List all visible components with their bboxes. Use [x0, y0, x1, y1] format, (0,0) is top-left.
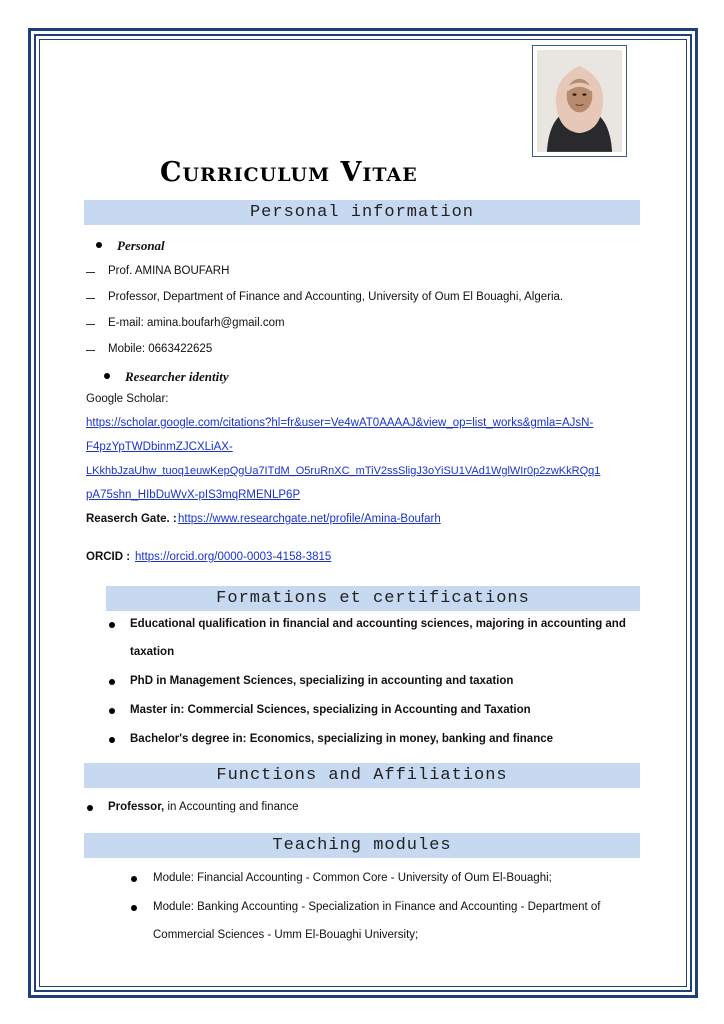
section-band-teaching — [84, 833, 640, 858]
bullet-icon — [109, 708, 115, 714]
personal-name: Prof. AMINA BOUFARH — [108, 265, 230, 277]
section-band-functions — [84, 763, 640, 788]
formation-item: Educational qualification in financial and accounting sciences, majoring in accounting and — [130, 618, 626, 630]
section-band-personal-info — [84, 200, 640, 225]
section-band-formations — [106, 586, 640, 611]
portrait-icon — [537, 50, 622, 152]
section-title-formations: Formations et certifications — [216, 589, 530, 608]
bullet-icon — [104, 373, 110, 379]
orcid-label: ORCID : — [86, 551, 131, 563]
formation-item: Master in: Commercial Sciences, specializing in Accounting and Taxation — [130, 704, 531, 716]
function-item — [108, 801, 299, 813]
teaching-item-continued: Commercial Sciences - Umm El-Bouaghi University; — [153, 929, 419, 941]
bullet-icon — [131, 876, 137, 882]
bullet-icon — [109, 679, 115, 685]
researchgate-label: Reaserch Gate. : — [86, 513, 177, 525]
orcid-link[interactable]: https://orcid.org/0000-0003-4158-3815 — [135, 551, 332, 563]
profile-photo — [532, 45, 627, 157]
function-role: Professor, — [108, 801, 165, 813]
teaching-item: Module: Financial Accounting - Common Core - University of Oum El-Bouaghi; — [153, 872, 552, 884]
scholar-label: Google Scholar: — [86, 393, 169, 405]
personal-heading: Personal — [117, 238, 165, 253]
dash-icon — [86, 298, 95, 299]
dash-icon — [86, 272, 95, 273]
bullet-icon — [96, 242, 102, 248]
dash-icon — [86, 350, 95, 351]
formation-item: Bachelor's degree in: Economics, specializing in money, banking and finance — [130, 733, 554, 745]
scholar-link-line-2[interactable]: F4pzYpTWDbinmZJCXLiAX- — [86, 441, 233, 453]
teaching-item: Module: Banking Accounting - Specialization in Finance and Accounting - Department of — [153, 901, 601, 913]
scholar-link-line-1[interactable]: https://scholar.google.com/citations?hl=fr&user=Ve4wAT0AAAAJ&view_op=list_works&gmla=AJsN- — [86, 417, 594, 429]
personal-position: Professor, Department of Finance and Accounting, University of Oum El Bouaghi, Algeria. — [108, 291, 564, 303]
page-title: Curriculum Vitae — [160, 157, 418, 188]
bullet-icon — [109, 737, 115, 743]
scholar-link-line-3[interactable]: LKkhbJzaUhw_tuoq1euwKepQgUa7ITdM_O5ruRnXC_mTiV2ssSligJ3oYiSU1VAd1WglWIr0p2zwKkRQq1 — [86, 465, 601, 477]
researchgate-link[interactable]: https://www.researchgate.net/profile/Amina-Boufarh — [178, 513, 441, 525]
formation-item-continued: taxation — [130, 646, 175, 658]
function-field: in Accounting and finance — [164, 801, 299, 813]
section-title-functions: Functions and Affiliations — [216, 766, 508, 785]
bullet-icon — [131, 905, 137, 911]
researcher-heading: Researcher identity — [125, 369, 229, 384]
formation-item: PhD in Management Sciences, specializing in accounting and taxation — [130, 675, 514, 687]
scholar-link-line-4[interactable]: pA75shn_HIbDuWvX-pIS3mqRMENLP6P — [86, 489, 301, 501]
bullet-icon — [87, 805, 93, 811]
bullet-icon — [109, 622, 115, 628]
section-title-personal-info: Personal information — [249, 203, 475, 222]
personal-email: E-mail: amina.boufarh@gmail.com — [108, 317, 285, 329]
dash-icon — [86, 324, 95, 325]
personal-mobile: Mobile: 0663422625 — [108, 343, 213, 355]
section-title-teaching: Teaching modules — [272, 836, 452, 855]
